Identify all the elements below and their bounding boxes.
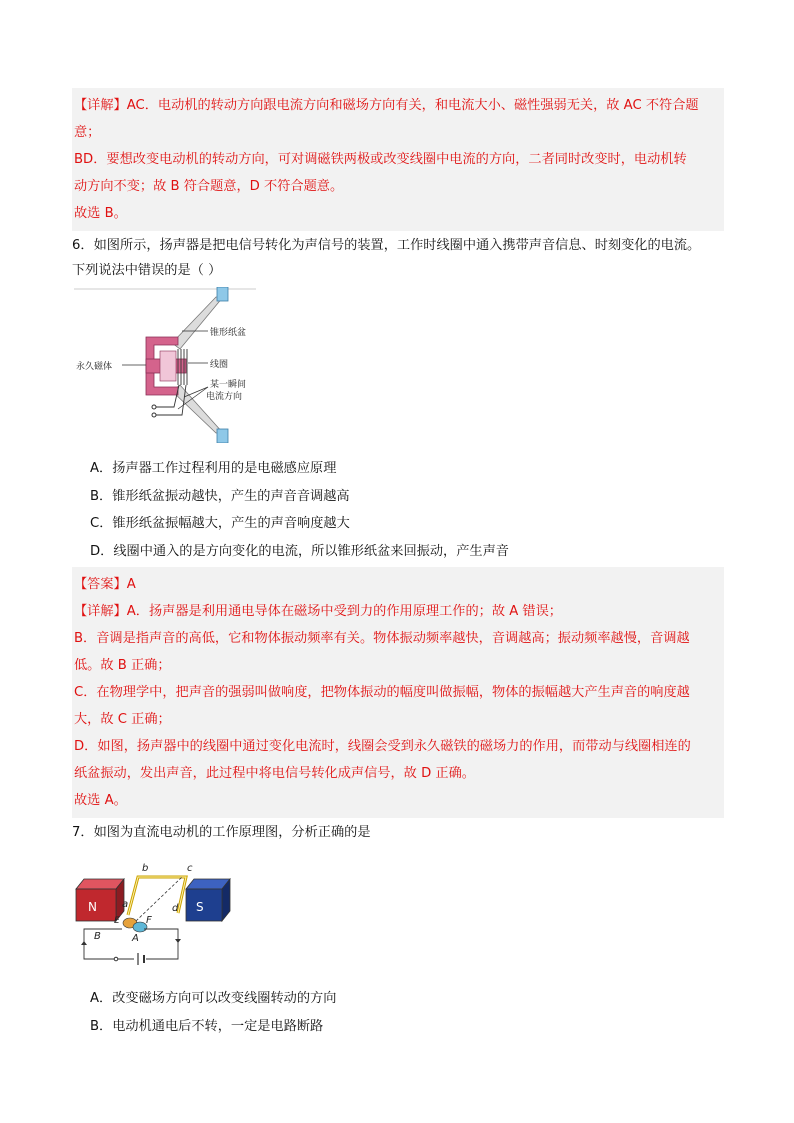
explain-line: C．在物理学中，把声音的强弱叫做响度，把物体振动的幅度叫做振幅，物体的振幅越大产生声音的响度越: [74, 685, 690, 700]
explain-line: 动方向不变；故 B 符合题意，D 不符合题意。: [74, 179, 344, 194]
speaker-diagram: [74, 287, 724, 447]
label-d: d: [172, 903, 179, 914]
q7-option-b[interactable]: B．电动机通电后不转，一定是电路断路: [90, 1018, 324, 1034]
circuit-right: [144, 929, 178, 959]
explain-line: 【详解】AC．电动机的转动方向跟电流方向和磁场方向有关，和电流大小、磁性强弱无关，故 AC 不符合题: [74, 98, 699, 113]
label-e: E: [114, 916, 120, 926]
label-cone: 锥形纸盆: [210, 328, 247, 338]
label-f: F: [146, 915, 152, 926]
explain-line: 【详解】A．扬声器是利用通电导体在磁场中受到力的作用原理工作的；故 A 错误；: [74, 604, 562, 619]
explain-line: 大，故 C 正确；: [74, 712, 171, 727]
arrow-left: [81, 941, 87, 945]
explain-line: 低。故 B 正确；: [74, 658, 171, 673]
explain-line: 纸盆振动，发出声音，此过程中将电信号转化成声信号，故 D 正确。: [74, 766, 475, 781]
speaker-diagram-svg: [74, 287, 264, 443]
explain-line: 故选 B。: [74, 206, 127, 221]
label-b: b: [142, 863, 149, 874]
rotation-axis: [136, 877, 182, 921]
label-n: N: [88, 900, 97, 914]
explain-line: BD．要想改变电动机的转动方向，可对调磁铁两极或改变线圈中电流的方向，二者同时改变时，电动机转: [74, 152, 687, 167]
cone-rim-bottom: [217, 429, 228, 443]
q6-option-c[interactable]: C．锥形纸盆振幅越大，产生的声音响度越大: [90, 516, 350, 531]
label-current-2: 电流方向: [206, 392, 243, 402]
s-magnet-front: [186, 889, 222, 921]
q6-stem-line: 6．如图所示，扬声器是把电信号转化为声信号的装置，工作时线圈中通入携带声音信息、时刻变化的电流。: [72, 238, 701, 253]
label-A: A: [132, 933, 139, 944]
q6-answer-block: [72, 567, 724, 818]
q6-option-d[interactable]: D．线圈中通入的是方向变化的电流，所以锥形纸盆来回振动，产生声音: [90, 543, 509, 559]
q5-explanation-block: [72, 88, 724, 231]
cone-rim-top: [217, 287, 228, 301]
label-B: B: [94, 931, 101, 942]
cone-upper: [172, 297, 223, 349]
label-coil: 线圈: [210, 360, 229, 370]
explain-line: 故选 A。: [74, 793, 127, 808]
label-current-1: 某一瞬间: [210, 380, 247, 390]
switch-point: [114, 957, 118, 961]
label-magnet: 永久磁体: [76, 362, 113, 372]
magnet-gap: [160, 351, 176, 381]
page-content: [72, 88, 724, 1040]
q6-stem-line: 下列说法中错误的是（ ）: [72, 263, 222, 278]
q6-option-a[interactable]: A．扬声器工作过程利用的是电磁感应原理: [90, 461, 337, 476]
question-6: [72, 233, 724, 565]
question-7: [72, 820, 724, 1040]
q7-stem: 7．如图为直流电动机的工作原理图，分析正确的是: [72, 825, 371, 840]
label-s: S: [196, 900, 204, 914]
motor-diagram: [74, 849, 724, 977]
answer-line: 【答案】A: [74, 577, 136, 592]
terminal-1: [152, 405, 156, 409]
label-a: a: [122, 899, 129, 910]
terminal-2: [152, 413, 156, 417]
circuit-left: [84, 929, 134, 959]
explain-line: D．如图，扬声器中的线圈中通过变化电流时，线圈会受到永久磁铁的磁场力的作用，而带动与线圈相连的: [74, 739, 691, 754]
explain-line: 意；: [74, 125, 101, 140]
explain-line: B．音调是指声音的高低，它和物体振动频率有关。物体振动频率越快，音调越高；振动频率越慢，音调越: [74, 631, 690, 646]
commutator-f: [133, 922, 147, 932]
motor-diagram-svg: [74, 849, 234, 973]
q6-option-b[interactable]: B．锥形纸盆振动越快，产生的声音音调越高: [90, 488, 350, 504]
arrow-right: [175, 939, 181, 943]
label-c: c: [187, 863, 193, 874]
q7-option-a[interactable]: A．改变磁场方向可以改变线圈转动的方向: [90, 991, 337, 1006]
